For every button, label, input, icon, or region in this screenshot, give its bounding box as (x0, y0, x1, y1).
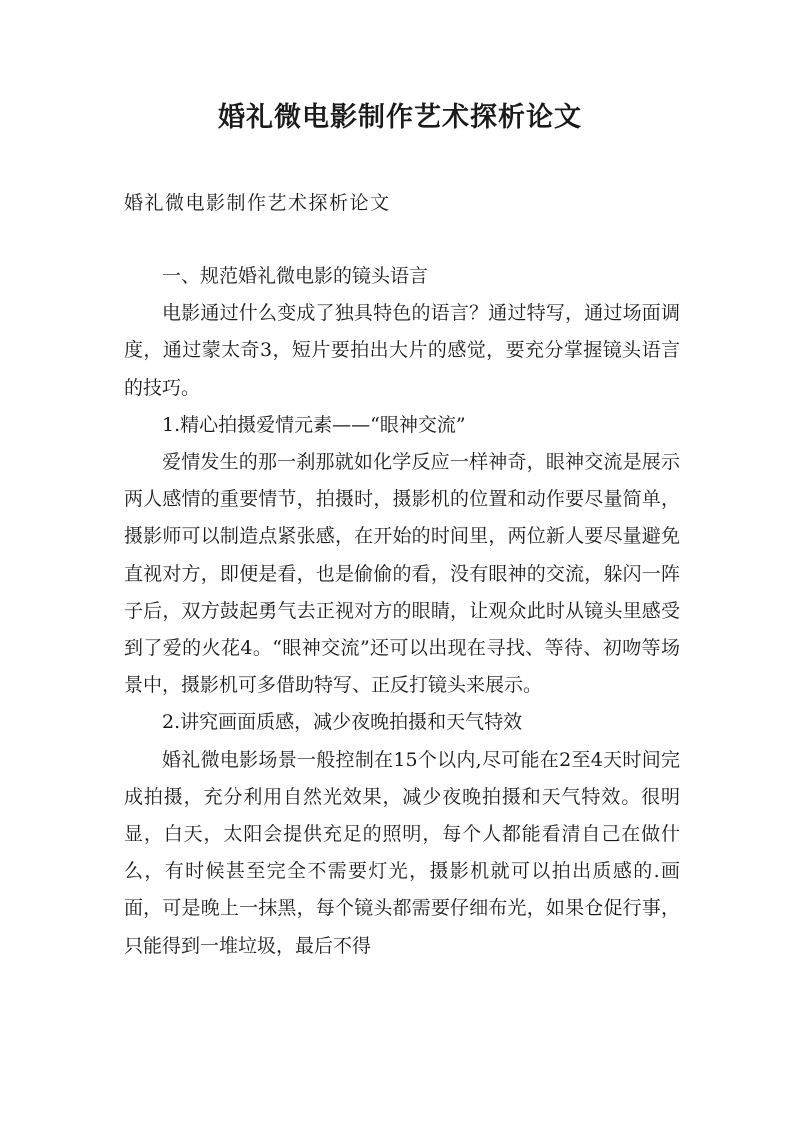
body-paragraph: 婚礼微电影场景一般控制在15个以内,尽可能在2至4天时间完成拍摄，充分利用自然光效果，减少夜晚拍摄和天气特效。很明显，白天，太阳会提供充足的照明，每个人都能看清自己在做什么，有时候甚至完全不需要灯光，摄影机就可以拍出质感的.画面，可是晚上一抹黑，每个镜头都需要仔细布光，如果仓促行事，只能得到一堆垃圾，最后不得 (124, 748, 680, 957)
body-paragraph: 电影通过什么变成了独具特色的语言？通过特写，通过场面调度，通过蒙太奇3，短片要拍出大片的感觉，要充分掌握镜头语言的技巧。 (124, 302, 680, 399)
document-title: 婚礼微电影制作艺术探析论文 (218, 102, 582, 133)
section-heading: 一、规范婚礼微电影的镜头语言 (162, 265, 429, 287)
subsection-heading: 2.讲究画面质感，减少夜晚拍摄和天气特效 (162, 711, 523, 734)
document-body (124, 258, 680, 965)
document-subtitle: 婚礼微电影制作艺术探析论文 (124, 192, 391, 214)
body-paragraph: 爱情发生的那一刹那就如化学反应一样神奇，眼神交流是展示两人感情的重要情节，拍摄时，摄影机的位置和动作要尽量简单，摄影师可以制造点紧张感，在开始的时间里，两位新人要尽量避免直视对方，即便是看，也是偷偷的看，没有眼神的交流，躲闪一阵子后，双方鼓起勇气去正视对方的眼睛，让观众此时从镜头里感受到了爱的火花4。“眼神交流”还可以出现在寻找、等待、初吻等场景中，摄影机可多借助特写、正反打镜头来展示。 (124, 451, 680, 697)
subsection-heading: 1.精心拍摄爱情元素——“眼神交流” (162, 413, 466, 436)
